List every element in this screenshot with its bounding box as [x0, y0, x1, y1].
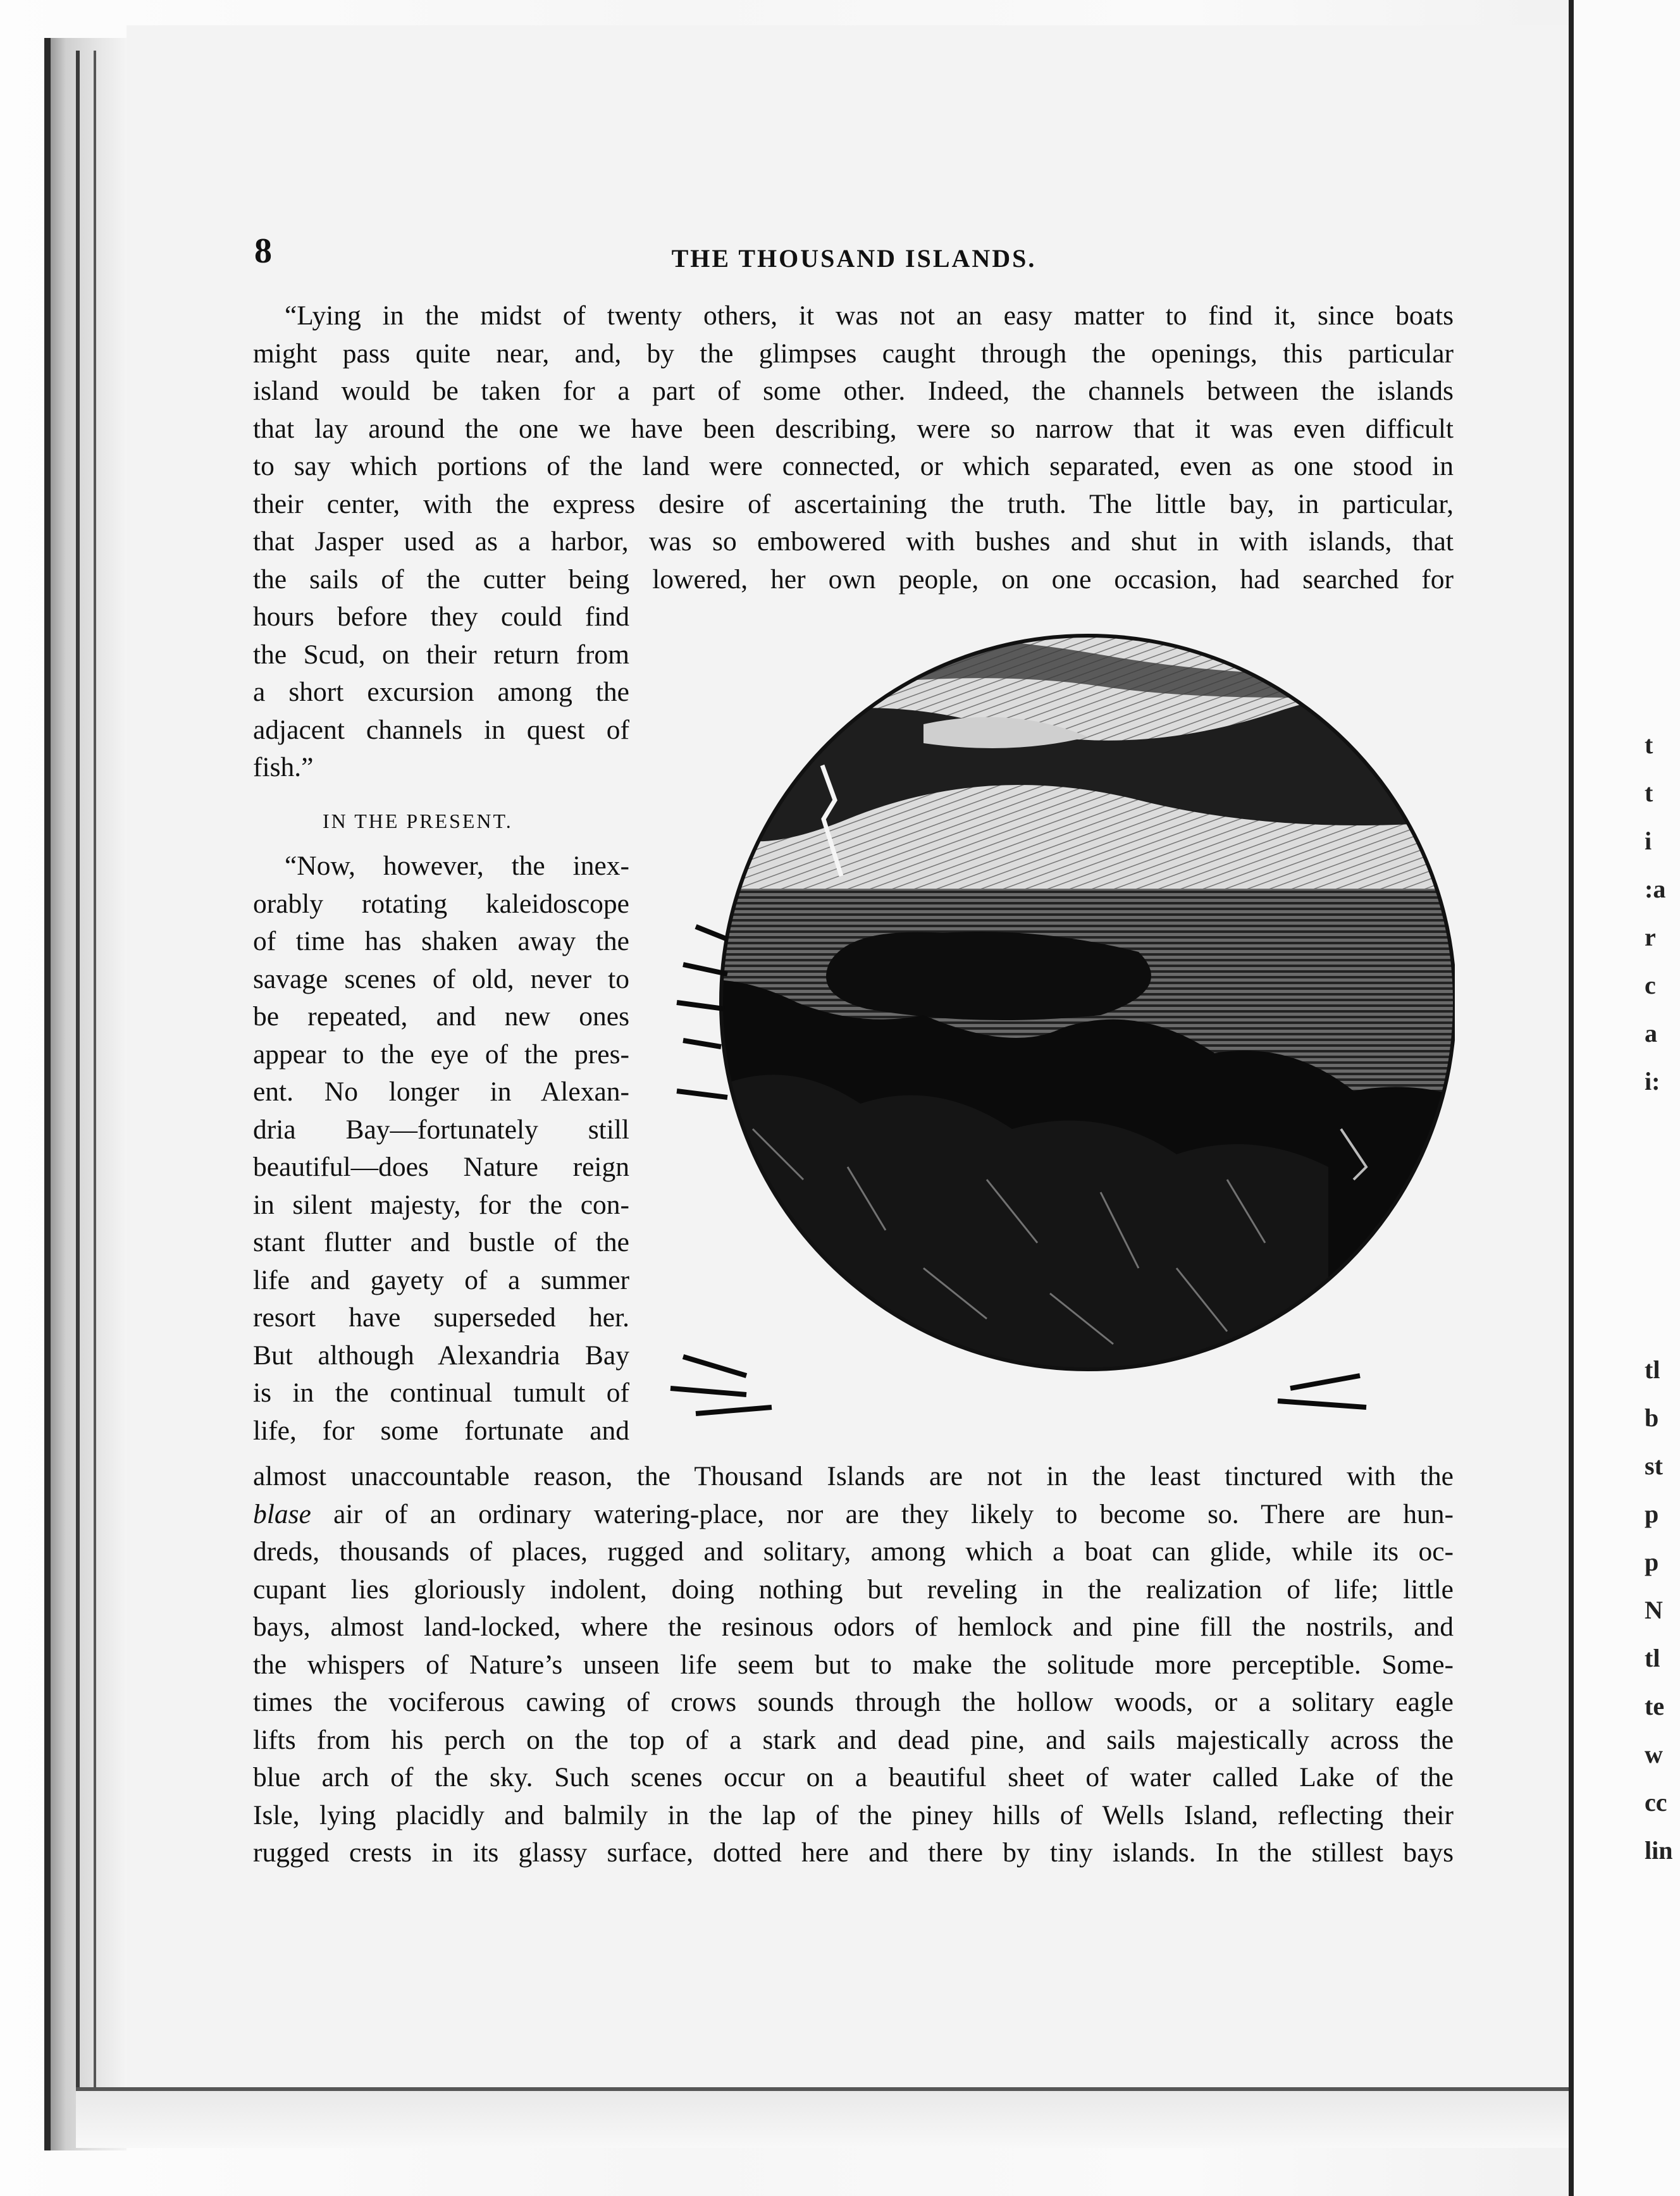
fragment: :a [1645, 875, 1666, 903]
fragment: c [1645, 971, 1656, 999]
text-line: be repeated, and new ones [253, 1001, 629, 1032]
fragment: N [1645, 1596, 1663, 1624]
text-line: blase air of an ordinary watering-place, nor are they likely to become so. There are hun- [253, 1498, 1454, 1529]
fragment: t [1645, 731, 1653, 759]
fragment: b [1645, 1403, 1659, 1432]
text-line: Isle, lying placidly and balmily in the lap of the piney hills of Wells Island, reflecting their [253, 1799, 1454, 1830]
text-line: orably rotating kaleidoscope [253, 888, 629, 919]
text-line: rugged crests in its glassy surface, dotted here and there by tiny islands. In the stillest bays [253, 1837, 1454, 1868]
text-line: that Jasper used as a harbor, was so embowered with bushes and shut in with islands, that [253, 526, 1454, 557]
text-line: is in the continual tumult of [253, 1378, 629, 1408]
text-line: savage scenes of old, never to [253, 963, 629, 994]
fragment: tl [1645, 1355, 1660, 1384]
fragment: tl [1645, 1644, 1660, 1672]
paragraph-1 [253, 297, 1454, 598]
text-line: the whispers of Nature’s unseen life seem but to make the solitude more perceptible. Some- [253, 1649, 1454, 1680]
text-line: cupant lies gloriously indolent, doing nothing but reveling in the realization of life; little [253, 1574, 1454, 1605]
text-line: “Now, however, the inex- [285, 851, 629, 881]
text-line: appear to the eye of the pres- [253, 1039, 629, 1070]
text-line: life and gayety of a summer [253, 1264, 629, 1295]
fragment: p [1645, 1500, 1659, 1528]
text-line: But although Alexandria Bay [253, 1340, 629, 1371]
text-line: the sails of the cutter being lowered, her own people, on one occasion, had searched for [253, 564, 1454, 595]
fragment: w [1645, 1740, 1663, 1768]
text-line: ent. No longer in Alexan- [253, 1076, 629, 1107]
text-line: their center, with the express desire of ascertaining the truth. The little bay, in particular, [253, 488, 1454, 519]
fragment: a [1645, 1019, 1657, 1047]
paragraph-1-narrow [253, 598, 629, 787]
book-page-stack [76, 51, 96, 2138]
text-line: bays, almost land-locked, where the resinous odors of hemlock and pine fill the nostrils, and [253, 1612, 1454, 1642]
text-line: dria Bay—fortunately still [253, 1114, 629, 1145]
paragraph-2-full [253, 1458, 1454, 1872]
text-line: blue arch of the sky. Such scenes occur on a beautiful sheet of water called Lake of the [253, 1762, 1454, 1792]
text-line: island would be taken for a part of some other. Indeed, the channels between the islands [253, 376, 1454, 406]
fragment: st [1645, 1452, 1663, 1480]
text-line: “Lying in the midst of twenty others, it was not an easy matter to find it, since boats [285, 300, 1454, 331]
text-line: beautiful—does Nature reign [253, 1152, 629, 1182]
text-line: lifts from his perch on the top of a stark and dead pine, and sails majestically across the [253, 1724, 1454, 1755]
text-line: the Scud, on their return from [253, 639, 629, 670]
fragment: i [1645, 827, 1652, 855]
book-bottom-edge [76, 2087, 1569, 2148]
text-line: life, for some fortunate and [253, 1415, 629, 1446]
text-line: adjacent channels in quest of [253, 714, 629, 745]
fragment: lin [1645, 1836, 1673, 1865]
fragment: te [1645, 1692, 1665, 1720]
text-line: of time has shaken away the [253, 926, 629, 956]
text-line: times the vociferous cawing of crows sounds through the hollow woods, or a solitary eagle [253, 1687, 1454, 1717]
text-line: stant flutter and bustle of the [253, 1227, 629, 1257]
fragment: cc [1645, 1788, 1667, 1817]
text-line: hours before they could find [253, 601, 629, 632]
fragment: p [1645, 1548, 1659, 1576]
text-line: that lay around the one we have been describing, were so narrow that it was even difficult [253, 413, 1454, 444]
text-line: almost unaccountable reason, the Thousand Islands are not in the least tinctured with the [253, 1461, 1454, 1491]
paragraph-2-narrow [253, 848, 629, 1450]
page-number: 8 [254, 231, 272, 271]
fragment: i: [1645, 1067, 1660, 1095]
fragment: r [1645, 923, 1656, 951]
text-line: fish.” [253, 752, 314, 782]
text-line: might pass quite near, and, by the glimpses caught through the openings, this particular [253, 338, 1454, 369]
subheading: IN THE PRESENT. [323, 810, 513, 832]
engraving-lake-scene [658, 610, 1455, 1455]
fragment: t [1645, 779, 1653, 807]
facing-page-fragments [1645, 721, 1680, 1875]
running-head: THE THOUSAND ISLANDS. [671, 244, 1037, 273]
text-line: dreds, thousands of places, rugged and solitary, among which a boat can glide, while its oc- [253, 1536, 1454, 1567]
text-line: to say which portions of the land were connected, or which separated, even as one stood in [253, 451, 1454, 481]
text-line: resort have superseded her. [253, 1302, 629, 1333]
text-line: in silent majesty, for the con- [253, 1189, 629, 1220]
text-line: a short excursion among the [253, 677, 629, 707]
